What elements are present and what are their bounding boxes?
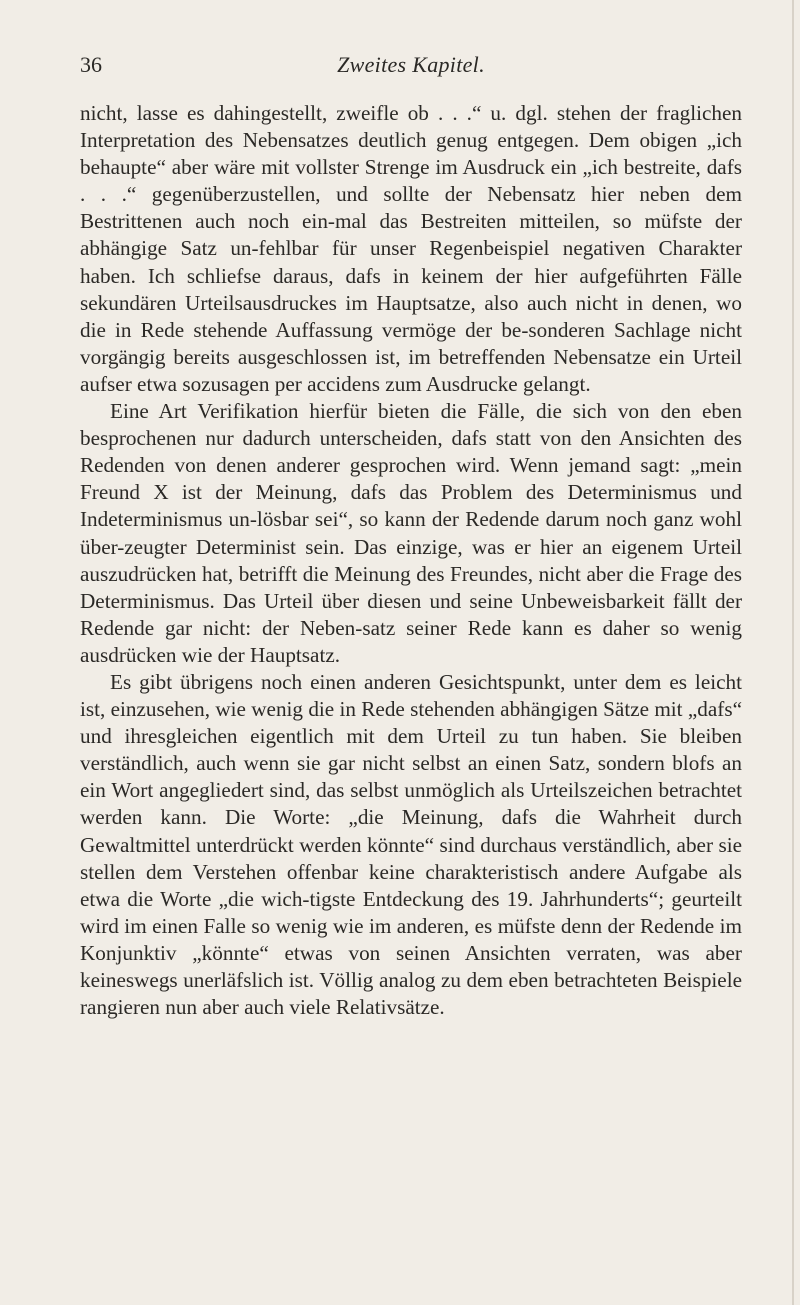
page-edge [792, 0, 794, 1305]
running-head: Zweites Kapitel. [337, 52, 485, 77]
paragraph-1: nicht, lasse es dahingestellt, zweifle ob . . .“ u. dgl. stehen der fraglichen Interpretation des Nebensatzes deutlich genug entgegen. Dem obigen „ich behaupte“ aber wäre mit vollster Strenge im Ausdruck ein „ich bestreite, dafs . . .“ gegenüberzustellen, und sollte der Nebensatz hier neben dem Bestrittenen auch noch ein-mal das Bestreiten mitteilen, so müfste der abhängige Satz un-fehlbar für unser Regenbeispiel negativen Charakter haben. Ich schliefse daraus, dafs in keinem der hier aufgeführten Fälle sekundären Urteilsausdruckes im Hauptsatze, also auch nicht in denen, wo die in Rede stehende Auffassung vermöge der be-sonderen Sachlage nicht vorgängig bereits ausgeschlossen ist, im betreffenden Nebensatze ein Urteil aufser etwa sozusagen per accidens zum Ausdrucke gelangt. [80, 101, 742, 396]
paragraph-2: Eine Art Verifikation hierfür bieten die Fälle, die sich von den eben besprochenen nur dadurch unterscheiden, dafs statt von den Ansichten des Redenden von denen anderer gesprochen wird. Wenn jemand sagt: „mein Freund X ist der Meinung, dafs das Problem des Determinismus und Indeterminismus un-lösbar sei“, so kann der Redende darum noch ganz wohl über-zeugter Determinist sein. Das einzige, was er hier an eigenem Urteil auszudrücken hat, betrifft die Meinung des Freundes, nicht aber die Frage des Determinismus. Das Urteil über diesen und seine Unbeweisbarkeit fällt der Redende gar nicht: der Neben-satz seiner Rede kann es daher so wenig ausdrücken wie der Hauptsatz. [80, 399, 742, 667]
page-number: 36 [80, 52, 102, 77]
body-text [80, 100, 742, 1021]
page-header [80, 52, 742, 86]
paragraph-3: Es gibt übrigens noch einen anderen Gesichtspunkt, unter dem es leicht ist, einzusehen, wie wenig die in Rede stehenden abhängigen Sätze mit „dafs“ und ihresgleichen eigentlich mit dem Urteil zu tun haben. Sie bleiben verständlich, auch wenn sie gar nicht selbst an einen Satz, sondern blofs an ein Wort angegliedert sind, das selbst unmöglich als Urteilszeichen betrachtet werden kann. Die Worte: „die Meinung, dafs die Wahrheit durch Gewaltmittel unterdrückt werden könnte“ sind durchaus verständlich, aber sie stellen dem Verstehen offenbar keine charakteristisch andere Aufgabe als etwa die Worte „die wich-tigste Entdeckung des 19. Jahrhunderts“; geurteilt wird im einen Falle so wenig wie im anderen, es müfste denn der Redende im Konjunktiv „könnte“ etwas von seinen Ansichten verraten, was aber keineswegs unerläfslich ist. Völlig analog zu dem eben betrachteten Beispiele rangieren nun aber auch viele Relativsätze. [80, 669, 742, 1020]
